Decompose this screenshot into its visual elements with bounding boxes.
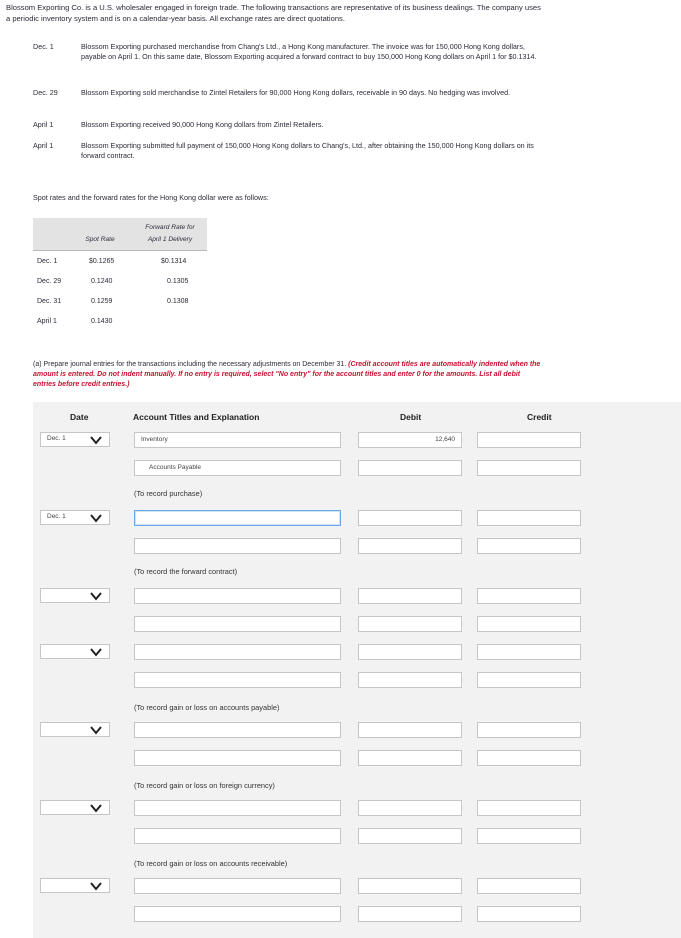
date-select-value: Dec. 1	[47, 513, 66, 520]
chevron-down-icon	[89, 512, 103, 524]
credit-input[interactable]	[477, 672, 581, 688]
debit-input[interactable]	[358, 750, 462, 766]
problem-intro: Blossom Exporting Co. is a U.S. wholesaler engaged in foreign trade. The following transactions are representative of its business dealings. The company uses a periodic inventory system and is on a calendar-year basis. All exchange rates are direct quotations.	[6, 3, 541, 23]
date-select[interactable]	[40, 878, 110, 893]
debit-column-header: Debit	[400, 412, 422, 422]
rates-intro: Spot rates and the forward rates for the Hong Kong dollar were as follows:	[33, 193, 269, 202]
date-select[interactable]	[40, 800, 110, 815]
rate-row	[33, 294, 207, 312]
transaction-apr1-paid	[33, 141, 543, 161]
forward-rate-header-line2: April 1 Delivery	[147, 236, 193, 243]
question-prompt	[33, 360, 543, 390]
credit-input[interactable]	[477, 906, 581, 922]
spot-rate: $0.1265	[89, 258, 115, 265]
chevron-down-icon	[89, 590, 103, 602]
entry-explanation: (To record purchase)	[134, 489, 203, 498]
transaction-date: April 1	[33, 120, 54, 129]
entry-explanation: (To record gain or loss on foreign currency)	[134, 781, 275, 790]
forward-rate: 0.1308	[167, 298, 189, 305]
date-select[interactable]	[40, 644, 110, 659]
debit-input[interactable]	[358, 460, 462, 476]
credit-input[interactable]	[477, 588, 581, 604]
account-title-input[interactable]	[134, 672, 341, 688]
rate-row	[33, 274, 207, 292]
debit-input[interactable]	[358, 722, 462, 738]
account-title-input[interactable]	[134, 616, 341, 632]
transaction-date: April 1	[33, 141, 54, 150]
credit-input[interactable]	[477, 538, 581, 554]
debit-input[interactable]	[358, 800, 462, 816]
chevron-down-icon	[89, 434, 103, 446]
rate-date: Dec. 29	[37, 278, 62, 285]
date-select-value: Dec. 1	[47, 435, 66, 442]
account-column-header: Account Titles and Explanation	[133, 412, 260, 422]
credit-input[interactable]	[477, 510, 581, 526]
transaction-dec29	[33, 88, 543, 108]
transaction-date: Dec. 29	[33, 88, 58, 97]
journal-entry-panel	[33, 402, 681, 938]
debit-input[interactable]	[358, 906, 462, 922]
credit-input[interactable]	[477, 644, 581, 660]
debit-input[interactable]	[358, 878, 462, 894]
spot-rate: 0.1430	[91, 318, 113, 325]
debit-value: 12,640	[435, 436, 455, 443]
account-title-input[interactable]	[134, 460, 341, 476]
spot-rate: 0.1259	[91, 298, 113, 305]
date-select[interactable]	[40, 510, 110, 525]
chevron-down-icon	[89, 646, 103, 658]
account-title-input[interactable]	[134, 878, 341, 894]
transaction-dec1	[33, 42, 543, 72]
prompt-instructions: (Credit account titles are automatically indented when the amount is entered. Do not indent manually. If no entry is required, select "No entry" for the account titles and enter 0 for the amounts. List all debit entries before credit entries.)	[33, 361, 541, 388]
entry-explanation: (To record gain or loss on accounts receivable)	[134, 859, 288, 868]
transaction-text: Blossom Exporting sold merchandise to Zintel Retailers for 90,000 Hong Kong dollars, receivable in 90 days. No hedging was involved.	[81, 88, 511, 97]
spot-rate-header: Spot Rate	[85, 236, 115, 243]
exchange-rate-table	[33, 218, 207, 336]
credit-input[interactable]	[477, 800, 581, 816]
account-title-input[interactable]	[134, 722, 341, 738]
credit-input[interactable]	[477, 722, 581, 738]
chevron-down-icon	[89, 880, 103, 892]
credit-column-header: Credit	[527, 412, 552, 422]
rate-row	[33, 254, 207, 272]
debit-input[interactable]	[358, 432, 462, 448]
account-title-input[interactable]	[134, 750, 341, 766]
credit-input[interactable]	[477, 828, 581, 844]
account-title-input[interactable]	[134, 906, 341, 922]
date-select[interactable]	[40, 432, 110, 447]
debit-input[interactable]	[358, 828, 462, 844]
credit-input[interactable]	[477, 878, 581, 894]
prompt-main: (a) Prepare journal entries for the transactions including the necessary adjustments on December 31.	[33, 361, 349, 368]
spot-rate: 0.1240	[91, 278, 113, 285]
rate-table-header	[33, 218, 207, 251]
debit-input[interactable]	[358, 672, 462, 688]
debit-input[interactable]	[358, 616, 462, 632]
credit-input[interactable]	[477, 432, 581, 448]
credit-input[interactable]	[477, 460, 581, 476]
credit-input[interactable]	[477, 616, 581, 632]
debit-input[interactable]	[358, 644, 462, 660]
account-title-input[interactable]	[134, 800, 341, 816]
account-title-value: Accounts Payable	[149, 464, 202, 471]
transaction-text: Blossom Exporting received 90,000 Hong Kong dollars from Zintel Retailers.	[81, 120, 324, 129]
account-title-input[interactable]	[134, 432, 341, 448]
chevron-down-icon	[89, 724, 103, 736]
account-title-value: Inventory	[141, 436, 168, 443]
transaction-text: Blossom Exporting purchased merchandise from Chang's Ltd., a Hong Kong manufacturer. The invoice was for 150,000 Hong Kong dollars, payable on April 1. On this same date, Blossom Exporting acquired a forward contract to buy 150,000 Hong Kong dollars on April 1 for $0.1314.	[81, 42, 537, 61]
rate-row	[33, 314, 207, 332]
rate-date: Dec. 31	[37, 298, 62, 305]
forward-rate-header-line1: Forward Rate for	[145, 224, 195, 231]
entry-explanation: (To record the forward contract)	[134, 567, 238, 576]
transaction-date: Dec. 1	[33, 42, 54, 51]
date-column-header: Date	[70, 412, 89, 422]
account-title-input[interactable]	[134, 828, 341, 844]
debit-input[interactable]	[358, 510, 462, 526]
rate-date: Dec. 1	[37, 258, 58, 265]
transaction-text: Blossom Exporting submitted full payment of 150,000 Hong Kong dollars to Chang's, Ltd., after obtaining the 150,000 Hong Kong dollars on its forward contract.	[81, 141, 534, 160]
entry-explanation: (To record gain or loss on accounts payable)	[134, 703, 280, 712]
date-select[interactable]	[40, 722, 110, 737]
account-title-input[interactable]	[134, 644, 341, 660]
credit-input[interactable]	[477, 750, 581, 766]
transaction-apr1-received	[33, 120, 543, 130]
chevron-down-icon	[89, 802, 103, 814]
account-title-input[interactable]	[134, 510, 341, 526]
debit-input[interactable]	[358, 538, 462, 554]
rate-date: April 1	[37, 318, 57, 325]
forward-rate: $0.1314	[161, 258, 187, 265]
forward-rate: 0.1305	[167, 278, 189, 285]
debit-input[interactable]	[358, 588, 462, 604]
account-title-input[interactable]	[134, 538, 341, 554]
account-title-input[interactable]	[134, 588, 341, 604]
date-select[interactable]	[40, 588, 110, 603]
